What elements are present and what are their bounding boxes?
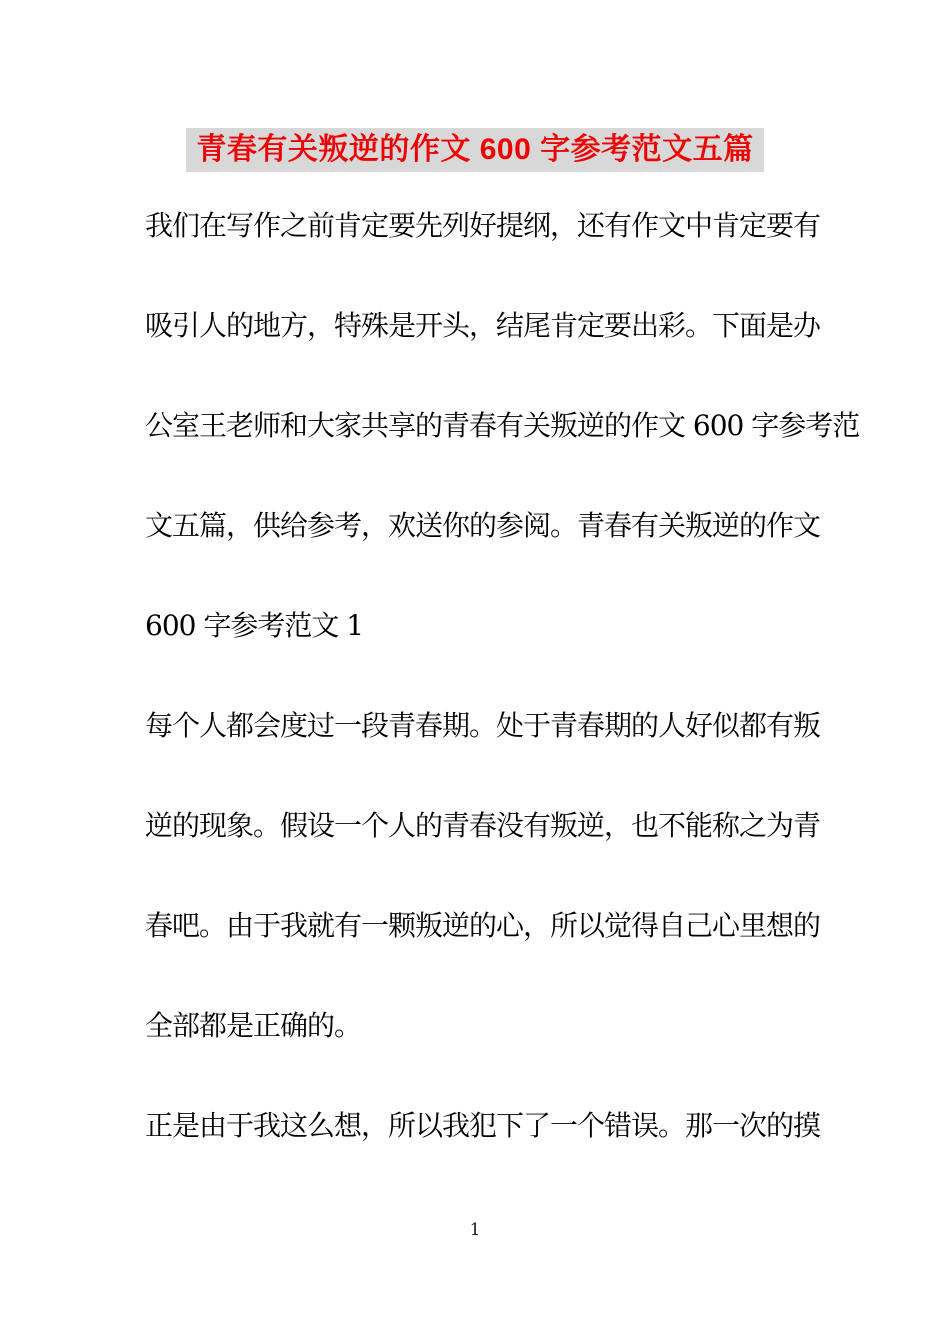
text-line: 全部都是正确的。 [145, 1009, 362, 1042]
text-line: 我们在写作之前肯定要先列好提纲，还有作文中肯定要有 [145, 209, 821, 242]
text-line: 吸引人的地方，特殊是开头，结尾肯定要出彩。下面是办 [145, 309, 821, 342]
text-line: 正是由于我这么想，所以我犯下了一个错误。那一次的摸 [145, 1109, 821, 1142]
document-title [0, 128, 950, 172]
document-title-text: 青春有关叛逆的作文 600 字参考范文五篇 [186, 128, 763, 172]
page-footer [0, 1220, 950, 1240]
text-line: 每个人都会度过一段青春期。处于青春期的人好似都有叛 [145, 709, 821, 742]
document-body [145, 176, 860, 1176]
text-line: 春吧。由于我就有一颗叛逆的心，所以觉得自己心里想的 [145, 909, 821, 942]
text-line: 公室王老师和大家共享的青春有关叛逆的作文 600 字参考范 [145, 409, 860, 442]
page-number: 1 [469, 1220, 481, 1240]
text-line: 文五篇，供给参考，欢送你的参阅。青春有关叛逆的作文 [145, 509, 821, 542]
text-line: 600 字参考范文 1 [145, 609, 364, 642]
text-line: 逆的现象。假设一个人的青春没有叛逆，也不能称之为青 [145, 809, 821, 842]
